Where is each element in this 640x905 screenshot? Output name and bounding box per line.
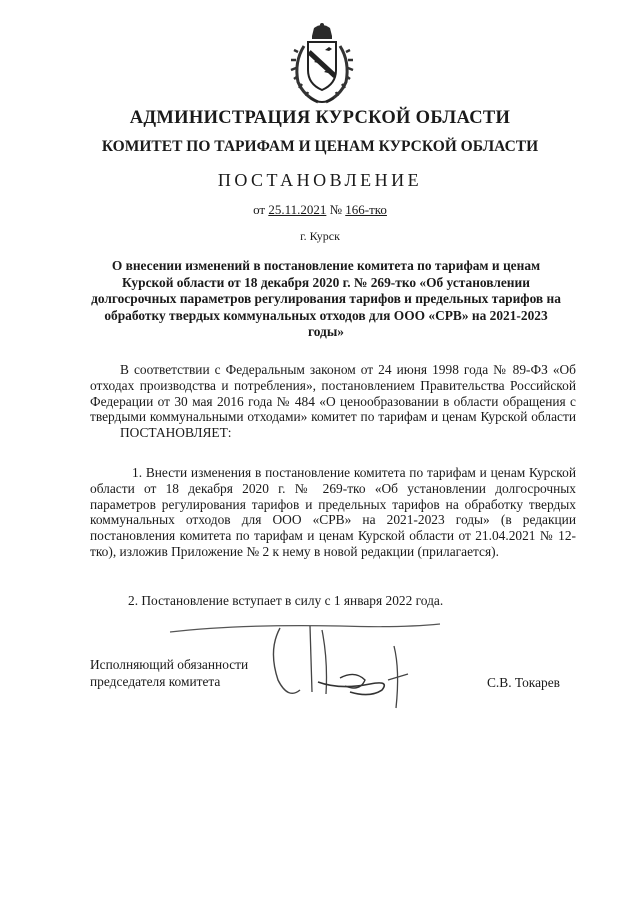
organization-title: АДМИНИСТРАЦИЯ КУРСКОЙ ОБЛАСТИ: [129, 108, 511, 128]
document-number: 166-тко: [345, 202, 387, 217]
item-2-block: [90, 593, 576, 609]
preamble-text: В соответствии с Федеральным законом от 24 июня 1998 года № 89-ФЗ «Об отходах производства и потребления», постановлением Правительства Российской Федерации от 30 мая 2016 года № 484 «О ценообразовании в области обращения с твердыми коммунальными отходами» комитет по тарифам и ценам Курской области: [90, 362, 576, 425]
number-sign: №: [329, 202, 343, 217]
preamble-block: [90, 362, 576, 441]
city: г. Курск: [300, 229, 340, 243]
resolves-text: ПОСТАНОВЛЯЕТ:: [120, 425, 232, 441]
date-prefix: от: [253, 202, 266, 217]
signatory-name: С.В. Токарев: [487, 675, 560, 690]
signatory-position-line-2: председателя комитета: [90, 673, 221, 689]
document-type: ПОСТАНОВЛЕНИЕ: [217, 170, 423, 190]
kursk-coat-of-arms-icon: [288, 22, 356, 106]
signatory-position: [90, 657, 248, 690]
document-date: 25.11.2021: [268, 202, 327, 217]
signatory-position-line-1: Исполняющий обязанности: [90, 657, 249, 672]
item-2-text: 2. Постановление вступает в силу с 1 января 2022 года.: [128, 593, 444, 608]
item-1-text: 1. Внести изменения в постановление комитета по тарифам и ценам Курской области от 18 декабря 2020 г. № 269-тко «Об установлении долгосрочных параметров регулирования тарифов и предельных тарифов на обработку твердых коммунальных отходов для ООО «СРВ» на 2021-2023 годы» (в редакции постановления комитета по тарифам и ценам Курской области от 21.04.2021 № 12-тко), изложив Приложение № 2 к нему в новой редакции (прилагается).: [90, 465, 576, 559]
document-subject: О внесении изменений в постановление комитета по тарифам и ценам Курской области от 18 декабря 2020 г. № 269-тко «Об установлении долгосрочных параметров регулирования тарифов и предельных тарифов на обработку твердых коммунальных отходов для ООО «СРВ» на 2021-2023 годы»: [91, 258, 561, 339]
document-date-line: [0, 202, 640, 218]
item-1-block: [90, 465, 576, 560]
committee-title: КОМИТЕТ ПО ТАРИФАМ И ЦЕНАМ КУРСКОЙ ОБЛАСТИ: [101, 138, 539, 155]
